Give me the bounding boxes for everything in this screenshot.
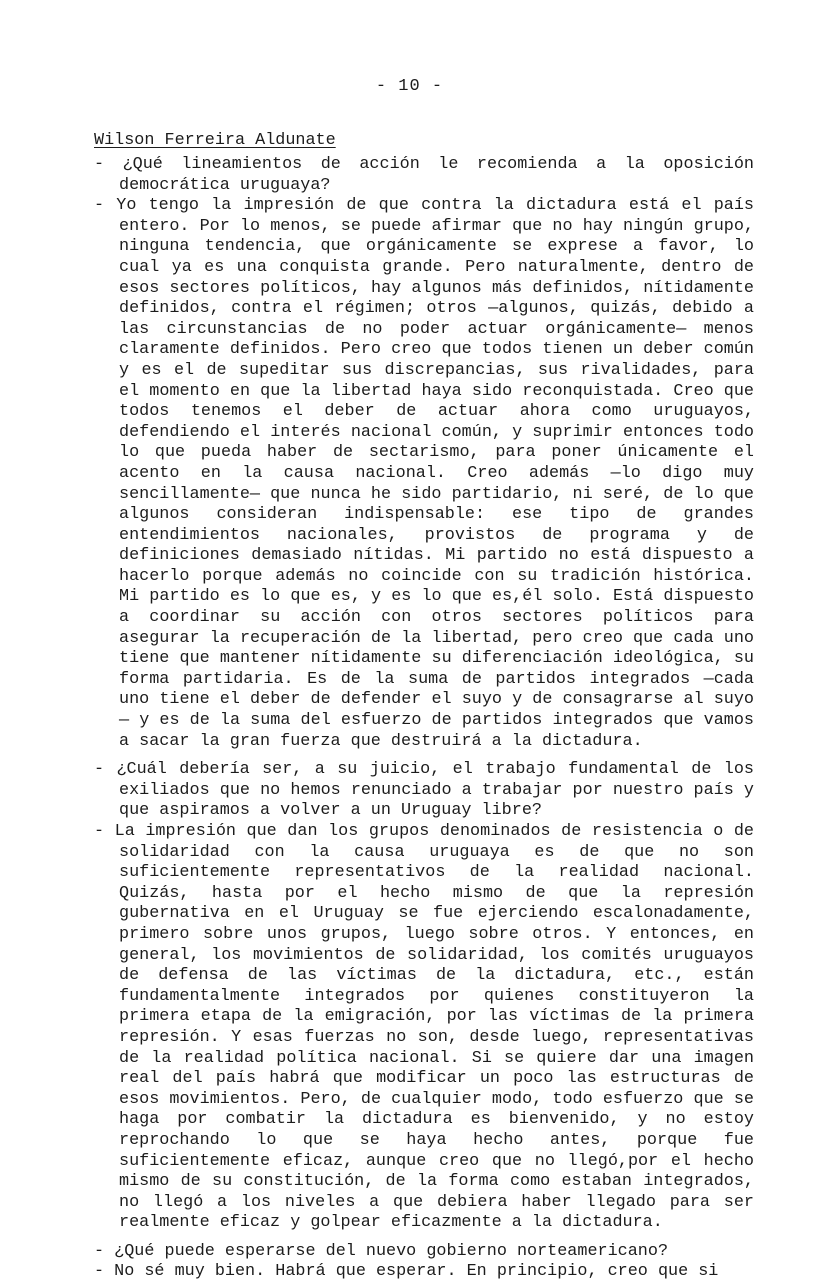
answer-1: - Yo tengo la impresión de que contra la dictadura está el país entero. Por lo menos, se puede afirmar que no hay ningún grupo, ninguna tendencia, que orgánicamente se exprese a favor, lo cual ya es una conquista grande. Pero naturalmente, dentro de esos sectores políticos, hay algunos más definidos, nítidamente definidos, contra el régimen; otros —algunos, quizás, debido a las circunstancias de no poder actuar orgánicamente— menos claramente definidos. Pero creo que todos tienen un deber común y es el de supeditar sus discrepancias, sus rivalidades, para el momento en que la libertad haya sido reconquistada. Creo que todos tenemos el deber de actuar ahora como uruguayos, defendiendo el interés nacional común, y suprimir entonces todo lo que pueda haber de sectarismo, para poner únicamente el acento en la causa nacional. Creo además —lo digo muy sencillamente— que nunca he sido partidario, ni seré, de lo que algunos consideran indispensable: ese tipo de grandes entendimientos nacionales, provistos de programa y de definiciones demasiado nítidas. Mi partido no está dispuesto a hacerlo porque además no coincide con su tradición histórica. Mi partido es lo que es, y es lo que es,él solo. Está dispuesto a coordinar su acción con otros sectores políticos para asegurar la recuperación de la libertad, pero creo que cada uno tiene que mantener nítidamente su diferenciación ideológica, su forma partidaria. Es de la suma de partidos integrados —cada uno tiene el deber de defender el suyo y de consagrarse al suyo— y es de la suma del esfuerzo de partidos integrados que vamos a sacar la gran fuerza que destruirá a la dictadura. — [94, 196, 754, 751]
question-1: - ¿Qué lineamientos de acción le recomienda a la oposición democrática uruguaya? — [94, 155, 754, 195]
answer-2: - La impresión que dan los grupos denominados de resistencia o de solidaridad con la causa uruguaya es de que no son suficientemente representativos de la realidad nacional. Quizás, hasta por el hecho mismo de que la represión gubernativa en el Uruguay se fue ejerciendo escalonadamente, primero sobre unos grupos, luego sobre otros. Y entonces, en general, los movimientos de solidaridad, los comités uruguayos de defensa de las víctimas de la dictadura, etc., están fundamentalmente integrados por quienes constituyeron la primera etapa de la emigración, por las víctimas de la primera represión. Y esas fuerzas no son, desde luego, representativas de la realidad política nacional. Si se quiere dar una imagen real del país habrá que modificar un poco las estructuras de esos movimientos. Pero, de cualquier modo, todo esfuerzo que se haga por combatir la dictadura es bienvenido, y no estoy reprochando lo que se haya hecho antes, porque fue suficientemente eficaz, aunque creo que no llegó,por el hecho mismo de su constitución, de la forma como estaban integrados, no llegó a los niveles a que debiera haber llegado para ser realmente eficaz y golpear eficazmente a la dictadura. — [94, 822, 754, 1233]
question-2: - ¿Cuál debería ser, a su juicio, el trabajo fundamental de los exiliados que no hemos renunciado a trabajar por nuestro país y que aspiramos a volver a un Uruguay libre? — [94, 760, 754, 821]
author-heading: Wilson Ferreira Aldunate — [94, 131, 336, 150]
answer-3: - No sé muy bien. Habrá que esperar. En principio, creo que si — [94, 1262, 719, 1282]
page-number: - 10 - — [375, 77, 444, 96]
question-3: - ¿Qué puede esperarse del nuevo gobierno norteamericano? — [94, 1241, 669, 1261]
document-body — [94, 155, 754, 1283]
